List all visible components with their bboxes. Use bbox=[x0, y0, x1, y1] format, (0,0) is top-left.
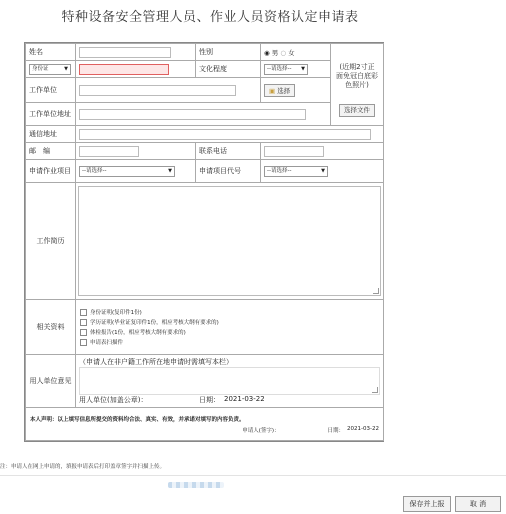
date2-label: 日期： bbox=[327, 427, 345, 434]
photo-hint: (近期2寸正面免冠白底彩色照片) bbox=[336, 62, 378, 89]
material-item[interactable] bbox=[80, 318, 379, 326]
work-unit-label: 工作单位 bbox=[26, 78, 76, 103]
phone-input[interactable] bbox=[264, 146, 324, 157]
material-item[interactable] bbox=[80, 338, 379, 346]
unit-seal-label: 用人单位(加盖公章)： bbox=[79, 396, 148, 404]
gender-female-text: 女 bbox=[288, 48, 295, 57]
resize-grip-icon[interactable] bbox=[373, 288, 379, 294]
select-unit-button[interactable] bbox=[264, 84, 295, 97]
postcode-input[interactable] bbox=[79, 146, 139, 157]
chevron-down-icon: ▼ bbox=[168, 167, 172, 174]
checkbox-icon[interactable] bbox=[80, 339, 87, 346]
applicant-sign-label: 申请人(签字)： bbox=[242, 427, 280, 434]
materials-label: 相关资料 bbox=[26, 300, 76, 355]
opinion-textarea[interactable] bbox=[79, 367, 380, 395]
mail-addr-label: 通信地址 bbox=[26, 126, 76, 143]
page-title: 特种设备安全管理人员、作业人员资格认定申请表 bbox=[61, 10, 359, 25]
apply-item-select[interactable] bbox=[79, 166, 175, 177]
phone-label: 联系电话 bbox=[196, 143, 261, 160]
apply-item-label: 申请作业项目 bbox=[26, 160, 76, 183]
id-type-select[interactable] bbox=[29, 64, 71, 75]
name-label: 姓名 bbox=[26, 44, 76, 61]
chevron-down-icon: ▼ bbox=[64, 65, 68, 72]
education-select[interactable] bbox=[264, 64, 308, 75]
opinion-label: 用人单位意见 bbox=[26, 355, 76, 408]
chevron-down-icon: ▼ bbox=[321, 167, 325, 174]
checkbox-icon[interactable] bbox=[80, 329, 87, 336]
work-unit-addr-input[interactable] bbox=[79, 109, 306, 120]
id-number-input[interactable] bbox=[79, 64, 169, 75]
id-type-value: 身份证 bbox=[32, 65, 49, 72]
partially-hidden-image bbox=[168, 482, 224, 488]
material-text: 体检报告(1份，相应考核大纲有要求的) bbox=[90, 330, 186, 336]
radio-female-icon[interactable]: ○ bbox=[280, 48, 286, 57]
radio-male-icon[interactable]: ◉ bbox=[264, 48, 270, 57]
education-value: --请选择-- bbox=[267, 65, 292, 72]
resize-grip-icon[interactable] bbox=[372, 387, 378, 393]
mail-addr-input[interactable] bbox=[79, 129, 371, 140]
education-label: 文化程度 bbox=[196, 61, 261, 78]
date-value: 2021-03-22 bbox=[224, 395, 265, 403]
apply-item-value: --请选择-- bbox=[82, 167, 107, 174]
checkbox-icon[interactable] bbox=[80, 319, 87, 326]
footnote: 注：申请人在网上申请的，填报申请表后打印盖章签字并扫描上传。 bbox=[0, 464, 166, 470]
material-item[interactable] bbox=[80, 308, 379, 316]
apply-code-label: 申请项目代号 bbox=[196, 160, 261, 183]
gender-label: 性别 bbox=[196, 44, 261, 61]
cancel-button[interactable]: 取 消 bbox=[455, 496, 501, 512]
material-item[interactable] bbox=[80, 328, 379, 336]
divider bbox=[0, 475, 506, 476]
resume-textarea[interactable] bbox=[78, 186, 381, 296]
declaration-text: 本人声明：以上填写信息所提交的资料均合法、真实、有效，并承诺对填写的内容负责。 bbox=[30, 416, 245, 423]
material-text: 申请表扫描件 bbox=[90, 340, 124, 346]
name-input[interactable] bbox=[79, 47, 171, 58]
work-unit-input[interactable] bbox=[79, 85, 236, 96]
apply-code-select[interactable] bbox=[264, 166, 328, 177]
postcode-label: 邮 编 bbox=[26, 143, 76, 160]
date2-value: 2021-03-22 bbox=[347, 425, 379, 432]
material-text: 身份证明(复印件1份) bbox=[90, 310, 142, 316]
select-unit-text: 选择 bbox=[277, 86, 291, 95]
save-submit-button[interactable]: 保存并上报 bbox=[403, 496, 451, 512]
work-unit-addr-label: 工作单位地址 bbox=[26, 103, 76, 126]
checkbox-icon[interactable] bbox=[80, 309, 87, 316]
resume-label: 工作简历 bbox=[26, 183, 76, 300]
apply-code-value: --请选择-- bbox=[267, 167, 292, 174]
choose-file-button[interactable]: 选择文件 bbox=[339, 104, 375, 117]
gender-male-text: 男 bbox=[271, 48, 279, 57]
application-form bbox=[24, 42, 384, 442]
date-label: 日期： bbox=[199, 396, 220, 404]
folder-icon: ▣ bbox=[269, 86, 276, 95]
chevron-down-icon: ▼ bbox=[301, 65, 305, 72]
material-text: 学历证明(毕业证复印件1份，相应考核大纲有要求的) bbox=[90, 320, 219, 326]
opinion-hint: （申请人在非户籍工作所在地申请时需填写本栏） bbox=[79, 358, 233, 366]
photo-area bbox=[331, 44, 384, 126]
